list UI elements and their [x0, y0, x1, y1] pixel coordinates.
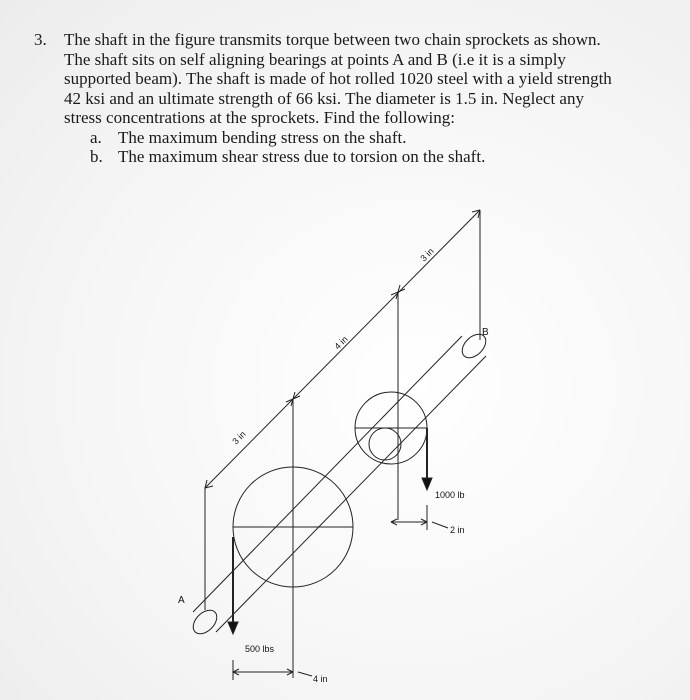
sub-question-text: The maximum shear stress due to torsion on the shaft. [118, 147, 486, 166]
sub-question-label: a. [90, 127, 102, 147]
force-arrow-right [422, 478, 432, 490]
sprocket-small-hub [369, 428, 401, 460]
label-radius-left: 4 in [313, 674, 328, 684]
shaft-end-a [189, 606, 222, 639]
dimension-line-main [205, 210, 480, 488]
problem-line: stress concentrations at the sprockets. Find the following: [64, 108, 455, 127]
force-arrow-left [228, 622, 238, 634]
sub-question-label: b. [90, 147, 103, 166]
label-radius-right: 2 in [450, 525, 465, 535]
leader-2in [432, 522, 448, 528]
sub-question-text: The maximum bending stress on the shaft. [118, 127, 407, 147]
label-point-b: B [482, 327, 489, 338]
label-load-left: 500 lbs [245, 644, 275, 654]
problem-line: The shaft sits on self aligning bearings at points A and B (i.e it is a simply [64, 49, 566, 69]
problem-number: 3. [34, 30, 47, 49]
label-dim-4in-middle: 4 in [332, 334, 350, 352]
problem-line: supported beam). The shaft is made of hot rolled 1020 steel with a yield strength [64, 69, 612, 88]
leader-4in [298, 672, 312, 676]
label-dim-3in-left: 3 in [230, 429, 248, 447]
label-point-a: A [178, 595, 185, 606]
problem-line: 42 ksi and an ultimate strength of 66 ksi. The diameter is 1.5 in. Neglect any [64, 88, 584, 108]
label-dim-3in-right: 3 in [418, 246, 436, 264]
label-load-right: 1000 lb [435, 490, 465, 500]
problem-line: The shaft in the figure transmits torque between two chain sprockets as shown. [64, 30, 601, 49]
